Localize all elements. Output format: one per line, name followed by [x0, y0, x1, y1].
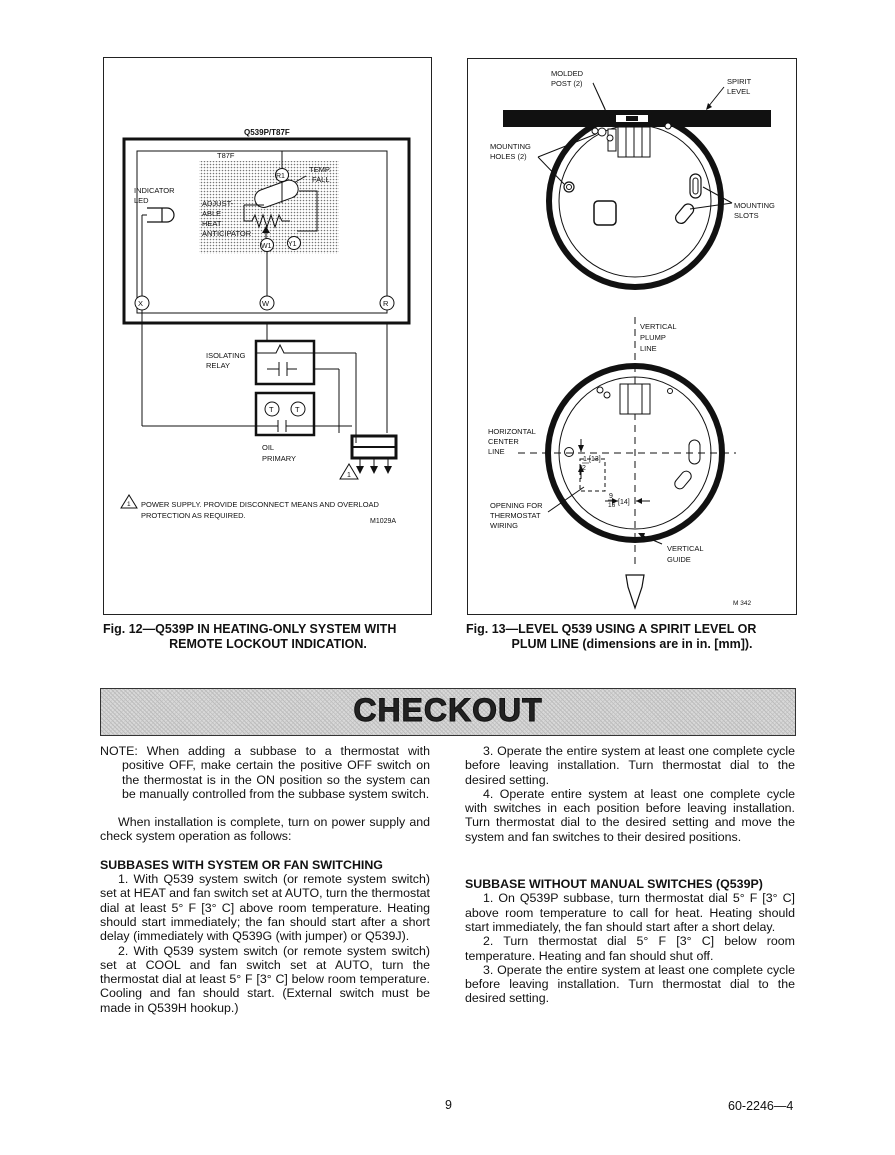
svg-text:HEAT — [202, 219, 222, 228]
mounting-slots-label-1: MOUNTING — [734, 201, 775, 210]
right-step-4: 4. Operate entire system at least one complete cycle with switches in each position before leaving installation. Turn thermostat dial to the desired setting and move the system and fan switches to their desired positions. — [465, 786, 795, 844]
note-warning-number: 1 — [127, 501, 131, 508]
dim-13: [13] — [589, 456, 601, 463]
right-sub-step-1: 1. On Q539P subbase, turn thermostat dial 5° F [3° C] above room temperature to call for heat. Heating should start immediately, the fan should start after a short delay. — [465, 891, 795, 934]
svg-text:SLOTS — [734, 211, 759, 220]
figure-12-caption-line2: REMOTE LOCKOUT INDICATION. — [169, 637, 367, 651]
warning-number: 1 — [347, 472, 351, 479]
svg-text:OPENING FOR — [490, 501, 543, 510]
section-heading-without-switches: SUBBASE WITHOUT MANUAL SWITCHES (Q539P) — [465, 877, 763, 892]
dim-9: 9 — [609, 493, 613, 500]
figure-12-frame — [103, 57, 432, 615]
terminal-w: W — [262, 299, 270, 308]
svg-text:VERTICAL — [640, 322, 677, 331]
horizontal-label: HORIZONTAL — [488, 427, 536, 436]
svg-text:MOUNTING — [490, 142, 531, 151]
t87f-label: T87F — [217, 151, 235, 160]
vertical-label: VERTICAL — [640, 322, 677, 331]
svg-text:FALL — [312, 175, 330, 184]
wiring-opening-bottom — [580, 459, 605, 491]
isolating-relay-box — [256, 341, 314, 384]
plumb-bob — [626, 575, 644, 608]
checkout-title: CHECKOUT — [353, 692, 543, 728]
svg-text:THERMOSTAT — [490, 511, 541, 520]
opening-label-2: THERMOSTAT — [490, 511, 541, 520]
svg-text:HORIZONTAL — [488, 427, 536, 436]
svg-text:LINE — [488, 447, 505, 456]
figure-13-caption-line2: PLUM LINE (dimensions are in in. [mm]). — [511, 637, 753, 651]
document-number: 60-2246—4 — [728, 1099, 794, 1113]
fig12-note-line1: POWER SUPPLY. PROVIDE DISCONNECT MEANS AND OVERLOAD — [141, 500, 379, 509]
figure-13-leveling-diagram — [468, 59, 796, 614]
svg-text:PRIMARY — [262, 454, 296, 463]
right-step-3: 3. Operate the entire system at least one complete cycle before leaving installation. Turn thermostat dial to the desired setting. — [465, 744, 795, 787]
spirit-label: SPIRIT — [727, 77, 752, 86]
mounting-slots-label-2: SLOTS — [734, 211, 759, 220]
svg-text:SPIRIT — [727, 77, 752, 86]
able-label: ABLE — [202, 209, 222, 218]
svg-text:POWER SUPPLY. PROVIDE DISCONN — [141, 500, 380, 509]
note-paragraph: NOTE: When adding a subbase to a thermostat with positive OFF, make certain the positive OFF switch on the thermostat is in the ON position so the system can be manually controlled from the subbase system switch. — [100, 744, 430, 801]
fig13-code: M 342 — [733, 600, 752, 607]
opening-label-1: OPENING FOR — [490, 501, 543, 510]
fall-label: FALL — [312, 175, 330, 184]
intro-paragraph: When installation is complete, turn on power supply and check system operation as follows: — [100, 815, 430, 844]
level-label: LEVEL — [727, 87, 751, 96]
figure-13-frame — [467, 58, 797, 615]
svg-text:ISOLATING — [206, 351, 246, 360]
mounting-holes-label-2: HOLES (2) — [490, 152, 527, 161]
right-column — [465, 744, 795, 1006]
primary-label: PRIMARY — [262, 454, 297, 463]
center-line-label: LINE — [488, 447, 505, 456]
dim-1: 1 — [583, 456, 587, 463]
molded-label: MOLDED — [551, 69, 584, 78]
temp-label: TEMP. — [309, 165, 331, 174]
figure-13-caption-line1: Fig. 13—LEVEL Q539 USING A SPIRIT LEVEL OR — [466, 622, 757, 636]
svg-text:TEMP. — [309, 165, 331, 174]
post-label: POST (2) — [551, 79, 583, 88]
section-heading-system-fan: SUBBASES WITH SYSTEM OR FAN SWITCHING — [100, 857, 383, 872]
dim-14: [14] — [618, 499, 630, 506]
checkout-banner — [100, 688, 796, 736]
mounting-hole-bottom — [565, 448, 574, 457]
terminal-w1: W1 — [261, 243, 272, 250]
dim-16: 16 — [608, 502, 616, 509]
terminal-t2: T — [295, 405, 300, 414]
svg-text:PLUMP — [640, 333, 666, 342]
left-step-1: 1. With Q539 system switch (or remote system switch) set at HEAT and fan switch set at AUTO, turn the thermostat dial at least 5° F [3° C] above room temperature. Heating should start immediately; the fan should start after a short delay (immediately with Q539G (with jumper) or Q539J). — [100, 872, 430, 944]
svg-text:RELAY — [206, 361, 230, 370]
plump-label: PLUMP — [640, 333, 666, 342]
svg-text:LINE — [640, 344, 657, 353]
svg-text:INDICATOR — [134, 186, 175, 195]
svg-text:LED — [134, 196, 149, 205]
svg-text:VERTICAL — [667, 544, 704, 553]
q539p-t87f-label: Q539P/T87F — [244, 128, 290, 137]
svg-text:ANTICIPATOR — [202, 229, 252, 238]
svg-text:ADJUST- — [202, 199, 234, 208]
left-column — [100, 744, 430, 1015]
left-step-2: 2. With Q539 system switch (or remote system switch) set at COOL and fan switch set at AUTO, turn the thermostat dial at least 5° F [3° C] below room temperature. Cooling and fan should start. (External switch must be made in Q539H hookup.) — [100, 943, 430, 1015]
opening-label-3: WIRING — [490, 521, 518, 530]
oil-label: OIL — [262, 443, 275, 452]
adjust-label: ADJUST- — [202, 199, 234, 208]
relay-contact — [267, 362, 297, 376]
oil-primary-box — [256, 393, 314, 435]
line-label: LINE — [640, 344, 657, 353]
indicator-led-symbol — [147, 208, 174, 222]
wiring-opening-top — [594, 201, 616, 225]
svg-text:CENTER — [488, 437, 519, 446]
fig12-code: M1029A — [370, 518, 397, 525]
heat-label: HEAT — [202, 219, 222, 228]
svg-text:LEVEL — [727, 87, 750, 96]
fig12-note-line2: PROTECTION AS REQUIRED. — [141, 511, 246, 520]
vertical-guide-label-2: GUIDE — [667, 555, 691, 564]
isolating-label: ISOLATING — [206, 351, 246, 360]
terminal-x: X — [138, 299, 144, 308]
indicator-label: INDICATOR — [134, 186, 175, 195]
relay-coil — [256, 345, 314, 353]
terminal-r: R — [383, 299, 389, 308]
relay-label: RELAY — [206, 361, 231, 370]
vertical-guide-label-1: VERTICAL — [667, 544, 704, 553]
svg-text:WIRING — [490, 521, 518, 530]
anticipator-label: ANTICIPATOR — [202, 229, 252, 238]
svg-text:GUIDE — [667, 555, 691, 564]
terminal-t1: T — [269, 405, 274, 414]
led-label: LED — [134, 196, 149, 205]
svg-text:ABLE — [202, 209, 221, 218]
mounting-slot-angled — [673, 202, 696, 226]
figure-12-caption — [103, 622, 433, 652]
dim-2: 2 — [582, 465, 586, 472]
svg-text:MOUNTING — [734, 201, 775, 210]
right-sub-step-2: 2. Turn thermostat dial 5° F [3° C] below room temperature. Heating and fan should shut off. — [465, 934, 795, 963]
page-number: 9 — [445, 1098, 452, 1112]
svg-text:POST (2) — [551, 79, 583, 88]
terminal-r1: R1 — [276, 173, 285, 180]
right-sub-step-3: 3. Operate the entire system at least one complete cycle before leaving installation. Turn thermostat dial to the desired setting. — [465, 962, 795, 1006]
mounting-holes-label-1: MOUNTING — [490, 142, 531, 151]
svg-text:HOLES (2) — [490, 152, 527, 161]
svg-text:MOLDED — [551, 69, 584, 78]
figure-12-caption-line1: Fig. 12—Q539P IN HEATING-ONLY SYSTEM WITH — [103, 622, 397, 636]
svg-text:OIL — [262, 443, 274, 452]
center-label: CENTER — [488, 437, 519, 446]
mounting-hole-top — [564, 182, 574, 192]
svg-text:PROTECTION AS REQUIRED. — [141, 511, 246, 520]
terminal-y1: Y1 — [288, 241, 297, 248]
figure-12-wiring-diagram — [104, 58, 431, 614]
figure-13-caption — [466, 622, 798, 652]
